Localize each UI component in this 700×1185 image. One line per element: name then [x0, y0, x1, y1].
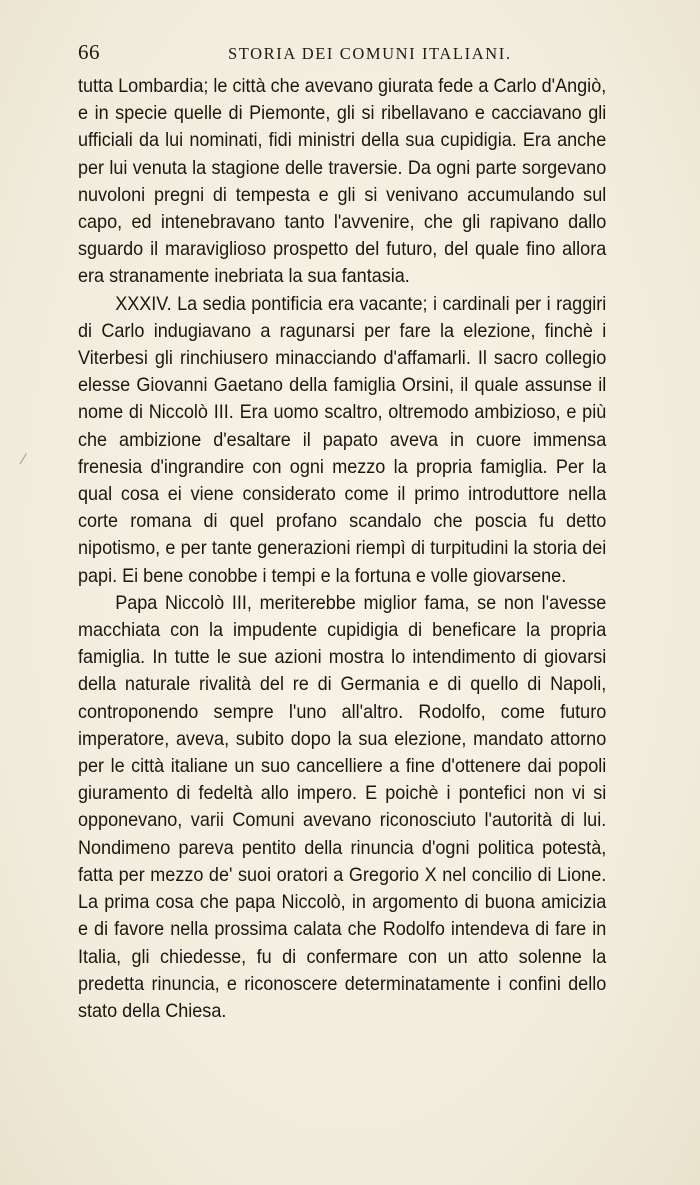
running-title: STORIA DEI COMUNI ITALIANI.	[228, 44, 512, 63]
margin-mark: ⁄	[22, 452, 25, 468]
paragraph-niccolo-iii: Papa Niccolò III, meriterebbe miglior fama, se non l'avesse macchiata con la impudente cupidigia di beneficare la propria famiglia. In tutte le sue azioni mostra lo intendimento di giovarsi della naturale rivalità del re di Germania e di quello di Napoli, controponendo sempre l'uno all'altro. Rodolfo, come futuro imperatore, aveva, subito dopo la sua elezione, mandato attorno per le città italiane un suo cancelliere a fine d'ottenere dai popoli giuramento di fedeltà allo impero. E poichè i pontefici non vi si opponevano, varii Comuni avevano riconosciuto l'autorità di lui. Nondimeno pareva pentito della rinuncia d'ogni politica potestà, fatta per mezzo de' suoi oratori a Gregorio X nel concilio di Lione. La prima cosa che papa Niccolò, in argomento di buona amicizia e di favore nella prossima calata che Rodolfo intendeva di fare in Italia, gli chiedesse, fu di confermare con un atto solenne la predetta rinuncia, e riconoscere determinatamente i confini dello stato della Chiesa.	[78, 591, 607, 1022]
paragraph-continuation: tutta Lombardia; le città che avevano giurata fede a Carlo d'Angiò, e in specie quelle di Piemonte, gli si ribellavano e cacciavano gli ufficiali da lui nominati, fidi ministri della sua cupidigia. Era anche per lui venuta la stagione delle traversie. Da ogni parte sorgevano nuvoloni pregni di tempesta e gli si venivano accumulando sul capo, ed intenebravano tanto l'avvenire, che gli rapivano dallo sguardo il maraviglioso prospetto del futuro, del quale fino allora era stranamente inebriata la sua fantasia.	[78, 75, 607, 288]
running-head	[78, 40, 646, 68]
page-number: 66	[78, 40, 100, 64]
body-text	[78, 73, 606, 1025]
paragraph-section-xxxiv: XXXIV. La sedia pontificia era vacante; i cardinali per i raggiri di Carlo indugiavano a ragunarsi per fare la elezione, finchè i Viterbesi gli rinchiusero minacciando d'affamarli. Il sacro collegio elesse Giovanni Gaetano della famiglia Orsini, il quale assunse il nome di Niccolò III. Era uomo scaltro, oltremodo ambizioso, e più che ambizione d'esaltare il papato aveva in cuore immensa frenesia d'ingrandire con ogni mezzo la propria famiglia. Per la qual cosa ei viene considerato come il primo introduttore nella corte romana di quel profano scandalo che poscia fu detto nipotismo, e per tante generazioni riempì di turpitudini la storia dei papi. Ei bene conobbe i tempi e la fortuna e volle giovarsene.	[78, 292, 607, 587]
